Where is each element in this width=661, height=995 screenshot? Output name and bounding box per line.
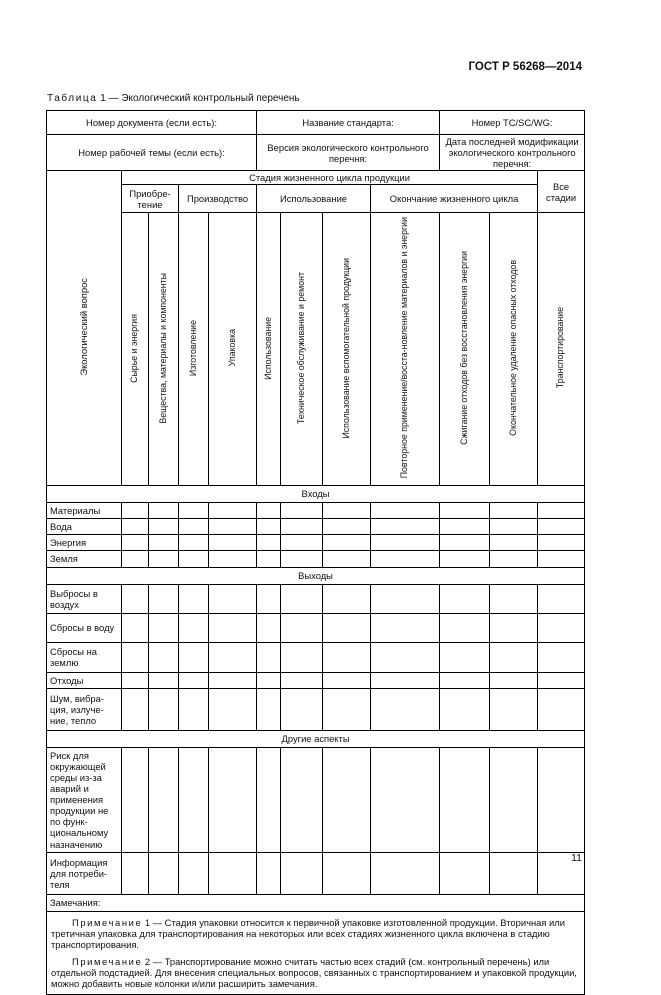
section-outputs-title: Выходы <box>47 567 585 584</box>
row-label: Риск для окружающей среды из-за аварий и применения продукции не по функ-циональному назначению <box>47 747 122 852</box>
col-auxiliary-products: Использование вспомогательной продукции <box>323 213 371 485</box>
remarks-label: Замечания: <box>47 894 585 911</box>
col-incineration: Сжигание отходов без восстановления энергии <box>440 213 490 485</box>
table-row <box>47 852 585 894</box>
lifecycle-stage-header: Стадия жизненного цикла продукции <box>122 171 538 185</box>
tc-number-label: Номер TC/SC/WG: <box>440 111 585 135</box>
row-label: Сбросы на землю <box>47 642 122 672</box>
note-1-label: Примечание <box>72 916 143 928</box>
row-label: Выбросы в воздух <box>47 584 122 613</box>
standard-name-label: Название стандарта: <box>257 111 440 135</box>
table-row <box>47 747 585 852</box>
table-row <box>47 642 585 672</box>
group-acquisition-header: Приобре-тение <box>122 185 179 213</box>
table-row <box>47 688 585 730</box>
note-2-text: 2 — Транспортирование можно считать частью всех стадий (см. контрольный перечень) или отдельной подстадией. Для внесения специальных вопросов, связанных с транспортированием и упаковкой продукции, можно добавить новые колонки и/или расширить замечания. <box>51 956 577 990</box>
table-row <box>47 534 585 550</box>
section-inputs-title: Входы <box>47 485 585 502</box>
table-caption-label: Таблица <box>47 93 98 104</box>
col-manufacturing: Изготовление <box>179 213 209 485</box>
doc-number-label: Номер документа (если есть): <box>47 111 257 135</box>
col-raw-materials-energy: Сырье и энергия <box>122 213 149 485</box>
note-2-label: Примечание <box>72 956 143 968</box>
row-label: Шум, вибра-ция, излуче-ние, тепло <box>47 688 122 730</box>
row-label: Энергия <box>47 534 122 550</box>
table-row <box>47 518 585 534</box>
col-use: Использование <box>257 213 281 485</box>
table-row <box>47 550 585 567</box>
row-label: Земля <box>47 550 122 567</box>
all-stages-header: Все стадии <box>538 171 585 213</box>
col-packaging: Упаковка <box>209 213 257 485</box>
note-2 <box>51 956 580 989</box>
notes-block <box>47 911 585 995</box>
ecological-checklist-table <box>46 110 585 995</box>
eco-question-header: Экологический вопрос <box>47 171 122 485</box>
col-transportation: Транспортирование <box>538 213 585 485</box>
row-label: Вода <box>47 518 122 534</box>
page-number: 11 <box>571 852 582 864</box>
note-1-text: 1 — Стадия упаковки относится к первичной упаковке изготовленной продукции. Вторичная или третичная упаковка для транспортирования на некоторых или всех стадиях жизненного цикла включена в стадию транспортирования. <box>51 916 565 950</box>
table-caption-text: 1 — Экологический контрольный перечень <box>97 93 300 104</box>
row-label: Материалы <box>47 502 122 518</box>
col-substances-materials: Вещества, материалы и компоненты <box>149 213 179 485</box>
col-hazardous-disposal: Окончательное удаление опасных отходов <box>490 213 538 485</box>
document-header: ГОСТ Р 56268—2014 <box>468 61 582 73</box>
section-other-title: Другие аспекты <box>47 730 585 747</box>
col-reuse-recovery: Повторное применение/восста-новление материалов и энергии <box>371 213 440 485</box>
last-modification-date-label: Дата последней модификации экологического контрольного перечня: <box>440 135 585 171</box>
table-row <box>47 613 585 642</box>
table-row <box>47 584 585 613</box>
row-label: Информация для потреби-теля <box>47 852 122 894</box>
col-maintenance: Техническое обслуживание и ремонт <box>281 213 323 485</box>
table-row <box>47 502 585 518</box>
note-1 <box>51 917 580 950</box>
table-caption <box>47 93 300 104</box>
row-label: Сбросы в воду <box>47 613 122 642</box>
checklist-version-label: Версия экологического контрольного перечня: <box>257 135 440 171</box>
row-label: Отходы <box>47 672 122 688</box>
group-end-of-life-header: Окончание жизненного цикла <box>371 185 538 213</box>
work-topic-number-label: Номер рабочей темы (если есть): <box>47 135 257 171</box>
group-production-header: Производство <box>179 185 257 213</box>
group-use-header: Использование <box>257 185 371 213</box>
table-row <box>47 672 585 688</box>
